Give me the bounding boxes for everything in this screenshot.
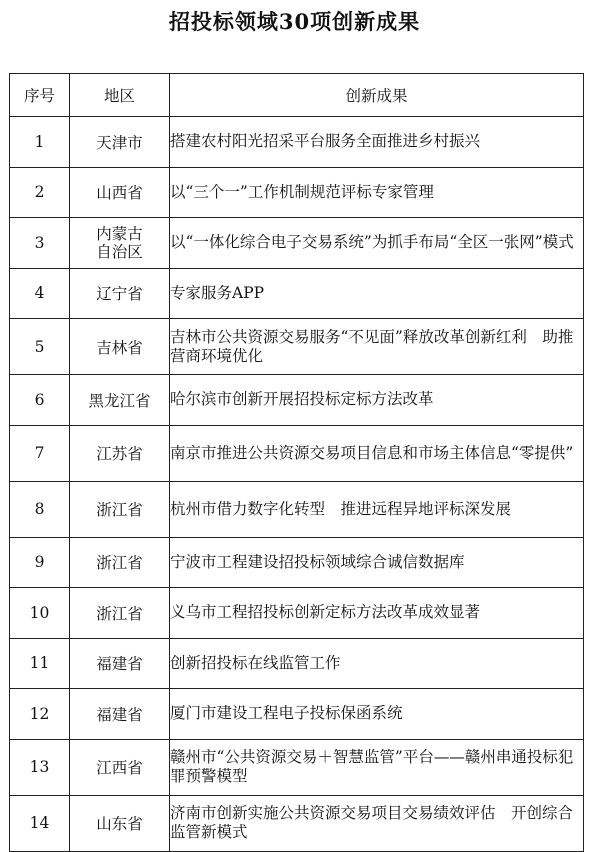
row-region: 浙江省	[70, 588, 170, 639]
document-title: 招投标领域30项创新成果	[168, 9, 421, 34]
table-row	[10, 425, 584, 481]
row-region: 吉林省	[70, 319, 170, 375]
row-region: 福建省	[70, 689, 170, 740]
row-content: 赣州市“公共资源交易＋智慧监管”平台——赣州串通投标犯罪预警模型	[170, 739, 584, 795]
table-row	[10, 795, 584, 851]
row-region: 天津市	[70, 117, 170, 168]
table-row	[10, 117, 584, 168]
row-index: 10	[10, 588, 70, 639]
table-row	[10, 167, 584, 218]
row-index: 3	[10, 218, 70, 269]
row-region: 山西省	[70, 167, 170, 218]
row-region: 黑龙江省	[70, 375, 170, 426]
header-content: 创新成果	[170, 74, 584, 117]
row-content: 济南市创新实施公共资源交易项目交易绩效评估 开创综合监管新模式	[170, 795, 584, 851]
row-content: 义乌市工程招投标创新定标方法改革成效显著	[170, 588, 584, 639]
table-row	[10, 537, 584, 588]
table-row	[10, 739, 584, 795]
row-content: 专家服务APP	[170, 268, 584, 319]
row-index: 1	[10, 117, 70, 168]
row-content: 以“三个一”工作机制规范评标专家管理	[170, 167, 584, 218]
row-region-line: 自治区	[96, 242, 143, 261]
table-row	[10, 588, 584, 639]
row-index: 8	[10, 481, 70, 537]
row-index: 14	[10, 795, 70, 851]
row-content: 吉林市公共资源交易服务“不见面”释放改革创新红利 助推营商环境优化	[170, 319, 584, 375]
table-row	[10, 218, 584, 269]
header-region: 地区	[70, 74, 170, 117]
table-header-row	[10, 74, 584, 117]
row-index: 2	[10, 167, 70, 218]
row-region: 山东省	[70, 795, 170, 851]
table-row	[10, 375, 584, 426]
row-region: 浙江省	[70, 537, 170, 588]
row-index: 13	[10, 739, 70, 795]
row-content: 杭州市借力数字化转型 推进远程异地评标深发展	[170, 481, 584, 537]
table-body	[10, 117, 584, 852]
header-index: 序号	[10, 74, 70, 117]
row-region	[70, 218, 170, 269]
row-content: 搭建农村阳光招采平台服务全面推进乡村振兴	[170, 117, 584, 168]
table-row	[10, 319, 584, 375]
row-region-line: 内蒙古	[96, 224, 143, 243]
row-index: 11	[10, 638, 70, 689]
row-index: 12	[10, 689, 70, 740]
row-index: 6	[10, 375, 70, 426]
row-content: 哈尔滨市创新开展招投标定标方法改革	[170, 375, 584, 426]
innovation-results-table	[9, 73, 584, 852]
row-index: 7	[10, 425, 70, 481]
row-region: 辽宁省	[70, 268, 170, 319]
table-row	[10, 268, 584, 319]
row-region: 江苏省	[70, 425, 170, 481]
table-row	[10, 481, 584, 537]
row-content: 南京市推进公共资源交易项目信息和市场主体信息“零提供”	[170, 425, 584, 481]
row-content: 创新招投标在线监管工作	[170, 638, 584, 689]
row-region: 福建省	[70, 638, 170, 689]
row-content: 宁波市工程建设招投标领域综合诚信数据库	[170, 537, 584, 588]
row-index: 4	[10, 268, 70, 319]
row-content: 厦门市建设工程电子投标保函系统	[170, 689, 584, 740]
row-content: 以“一体化综合电子交易系统”为抓手布局“全区一张网”模式	[170, 218, 584, 269]
table-row	[10, 689, 584, 740]
row-index: 5	[10, 319, 70, 375]
table-row	[10, 638, 584, 689]
row-region: 江西省	[70, 739, 170, 795]
row-index: 9	[10, 537, 70, 588]
row-region: 浙江省	[70, 481, 170, 537]
